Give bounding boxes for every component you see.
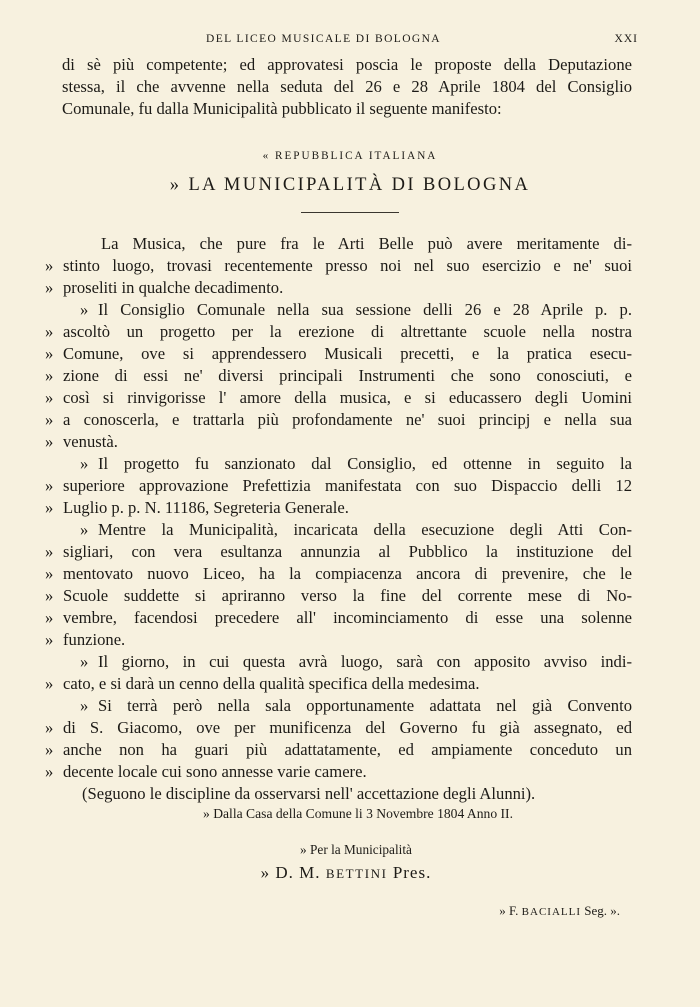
dateline: » Dalla Casa della Comune li 3 Novembre 1804 Anno II. — [203, 806, 513, 821]
quote-mark: » — [45, 322, 54, 341]
manifesto-line: » Il progetto fu sanzionato dal Consiglio, ed ottenne in seguito la — [80, 454, 632, 473]
manifesto-line: » cato, e si darà un cenno della qualità specifica della medesima. — [45, 674, 480, 693]
quote-mark: » — [45, 432, 54, 451]
secretary-name: BACIALLI — [521, 906, 581, 918]
running-head — [206, 33, 638, 49]
manifesto-line: » Mentre la Municipalità, incaricata della esecuzione degli Atti Con- — [80, 520, 632, 539]
signature-preamble: » Per la Municipalità — [300, 842, 412, 857]
manifesto-line: » sigliari, con vera esultanza annunzia al Pubblico la instituzione del — [45, 542, 632, 561]
manifesto-line: » di S. Giacomo, ove per munificenza del Governo fu già assegnato, ed — [45, 718, 632, 737]
quote-mark: » — [45, 630, 54, 649]
manifesto-line: » ascoltò un progetto per la erezione di altrettante scuole nella nostra — [45, 322, 632, 341]
manifesto-line: » superiore approvazione Prefettizia manifestata con suo Dispaccio delli 12 — [45, 476, 632, 495]
intro-line: di sè più competente; ed approvatesi poscia le proposte della Deputazione — [62, 55, 632, 74]
manifesto-line: » zione di essi ne' diversi principali Instrumenti che sono conosciuti, e — [45, 366, 632, 385]
manifesto-line: » Comune, ove si apprendessero Musicali precetti, e la pratica esecu- — [45, 344, 632, 363]
manifesto-line: » Si terrà però nella sala opportunamente adattata nel già Convento — [80, 696, 632, 715]
quote-mark: » — [45, 608, 54, 627]
quote-mark: » — [45, 410, 54, 429]
quote-mark: » — [80, 454, 89, 473]
quote-mark: » — [45, 586, 54, 605]
manifesto-line: » a conoscerla, e trattarla più profondamente ne' suoi principj e nella sua — [45, 410, 632, 429]
intro-line: stessa, il che avvenne nella seduta del 26 e 28 Aprile 1804 del Consiglio — [62, 77, 632, 96]
quote-mark: » — [45, 278, 54, 297]
manifesto-line: » anche non ha guari più adattatamente, ed ampiamente conceduto un — [45, 740, 632, 759]
quote-mark: » — [80, 696, 89, 715]
secretary-signature: » F. BACIALLI Seg. ». — [499, 903, 620, 918]
manifesto-note: (Seguono le discipline da osservarsi nell' accettazione degli Alunni). — [82, 784, 536, 803]
president-name: BETTINI — [325, 866, 388, 881]
quote-mark: » — [80, 300, 89, 319]
manifesto-line: » Il Consiglio Comunale nella sua sessione delli 26 e 28 Aprile p. p. — [80, 300, 632, 319]
quote-mark: » — [45, 762, 54, 781]
manifesto-line: » Il giorno, in cui questa avrà luogo, sarà con apposito avviso indi- — [80, 652, 632, 671]
manifesto-line: » così si rinvigorisse l' amore della musica, e si educassero degli Uomini — [45, 388, 632, 407]
quote-mark: » — [45, 542, 54, 561]
quote-mark: » — [45, 564, 54, 583]
manifesto-line: » Luglio p. p. N. 11186, Segreteria Generale. — [45, 498, 349, 517]
president-signature: » D. M. BETTINI Pres. — [260, 863, 432, 882]
quote-mark: » — [45, 476, 54, 495]
manifesto-line: » venustà. — [45, 432, 118, 451]
manifesto-line: La Musica, che pure fra le Arti Belle può avere meritamente di- — [101, 234, 632, 253]
quote-mark: » — [45, 718, 54, 737]
manifesto-line: » vembre, facendosi precedere all' incominciamento di esse una solenne — [45, 608, 632, 627]
quote-mark: » — [45, 344, 54, 363]
quote-mark: » — [45, 674, 54, 693]
manifesto-line: » funzione. — [45, 630, 126, 649]
quote-mark: » — [45, 388, 54, 407]
manifesto-line: » decente locale cui sono annesse varie camere. — [45, 762, 367, 781]
manifesto-line: » stinto luogo, trovasi recentemente presso noi nel suo esercizio e ne' suoi — [45, 256, 632, 275]
manifesto-line: » proseliti in qualche decadimento. — [45, 278, 284, 297]
heading-rule — [301, 212, 399, 213]
quote-mark: » — [80, 520, 89, 539]
intro-line: Comunale, fu dalla Municipalità pubblicato il seguente manifesto: — [62, 99, 502, 118]
manifesto-line: » mentovato nuovo Liceo, ha la compiacenza ancora di prevenire, che le — [45, 564, 632, 583]
page-number: XXI — [614, 33, 638, 45]
manifesto-line: » Scuole suddette si apriranno verso la fine del corrente mese di No- — [45, 586, 632, 605]
manifesto-heading-municipality: » LA MUNICIPALITÀ DI BOLOGNA — [169, 175, 531, 195]
quote-mark: » — [45, 366, 54, 385]
quote-mark: » — [45, 498, 54, 517]
manifesto-heading-republic: « REPUBBLICA ITALIANA — [262, 150, 438, 162]
running-head-title: DEL LICEO MUSICALE DI BOLOGNA — [206, 33, 442, 45]
quote-mark: » — [80, 652, 89, 671]
quote-mark: » — [45, 256, 54, 275]
quote-mark: » — [45, 740, 54, 759]
